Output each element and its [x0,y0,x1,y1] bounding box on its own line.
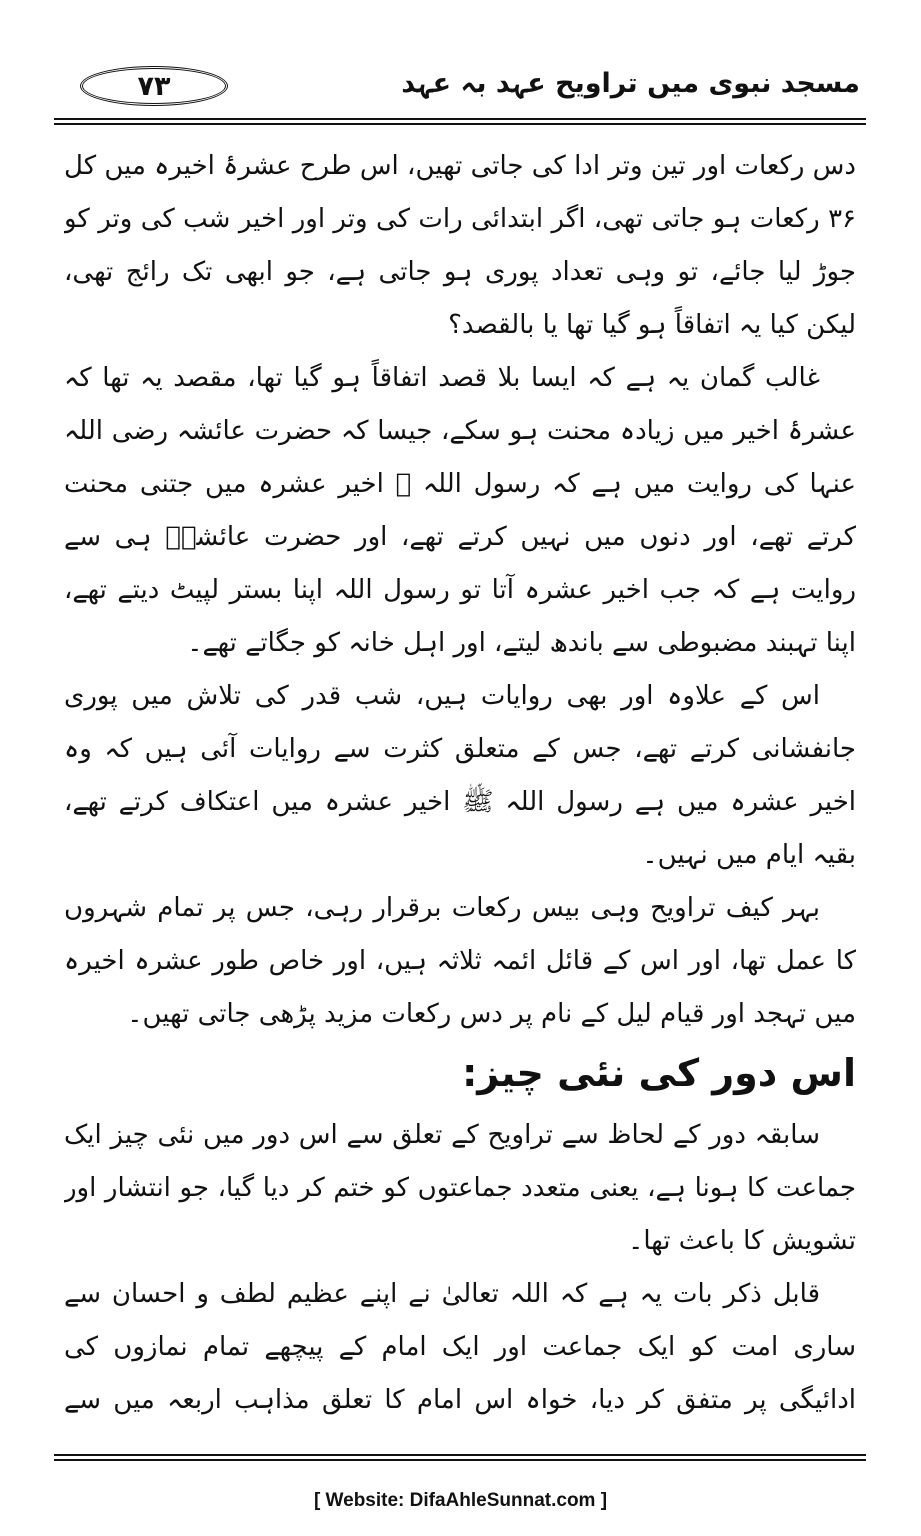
paragraph: قابل ذکر بات یہ ہے کہ اللہ تعالیٰ نے اپنے عظیم لطف و احسان سے ساری امت کو ایک جماعت اور ایک امام کے پیچھے تمام نمازوں کی ادائیگی پر متفق کر دیا، خواہ اس امام کا تعلق مذاہب اربعہ میں سے [64,1279,856,1415]
header-rule [54,118,866,125]
page-header [60,62,860,122]
footer-rule [54,1454,866,1461]
website-footer: [ Website: DifaAhleSunnat.com ] [313,1490,608,1511]
paragraph: دس رکعات اور تین وتر ادا کی جاتی تھیں، اس طرح عشرۂ اخیرہ میں کل ۳۶ رکعات ہو جاتی تھی، اگر ابتدائی رات کی وتر اور اخیر شب کی وتر کو جوڑ لیا جائے، تو وہی تعداد پوری ہو جاتی ہے، جو ابھی تک رائج تھی، لیکن کیا یہ اتفاقاً ہو گیا تھا یا بالقصد؟ [64,151,856,340]
paragraph: غالب گمان یہ ہے کہ ایسا بلا قصد اتفاقاً ہو گیا تھا، مقصد یہ تھا کہ عشرۂ اخیر میں زیادہ محنت ہو سکے، جیسا کہ حضرت عائشہ رضی اللہ عنہا کی روایت میں ہے کہ رسول اللہ ﷺ اخیر عشرہ میں جتنی محنت کرتے تھے، اور دنوں میں نہیں کرتے تھے، اور حضرت عائشہؓ ہی سے روایت ہے کہ جب اخیر عشرہ آتا تو رسول اللہ اپنا بستر لپیٹ دیتے تھے، اپنا تہبند مضبوطی سے باندھ لیتے، اور اہل خانہ کو جگاتے تھے۔ [64,363,856,658]
paragraph: سابقہ دور کے لحاظ سے تراویح کے تعلق سے اس دور میں نئی چیز ایک جماعت کا ہونا ہے، یعنی متعدد جماعتوں کو ختم کر دیا گیا، جو انتشار اور تشویش کا باعث تھا۔ [64,1120,856,1256]
page-body [64,140,856,1430]
section-heading: اس دور کی نئی چیز: [462,1051,856,1095]
running-title: مسجد نبوی میں تراویح عہد بہ عہد [401,68,860,99]
page-number-badge: ۷۳ [80,66,228,106]
paragraph: اس کے علاوہ اور بھی روایات ہیں، شب قدر کی تلاش میں پوری جانفشانی کرتے تھے، جس کے متعلق کثرت سے روایات آئی ہیں کہ وہ اخیر عشرہ میں ہے رسول اللہ ﷺ اخیر عشرہ میں اعتکاف کرتے تھے، بقیہ ایام میں نہیں۔ [64,681,856,870]
paragraph: بہر کیف تراویح وہی بیس رکعات برقرار رہی، جس پر تمام شہروں کا عمل تھا، اور اس کے قائل ائمہ ثلاثہ ہیں، اور خاص طور عشرہ اخیرہ میں تہجد اور قیام لیل کے نام پر دس رکعات مزید پڑھی جاتی تھیں۔ [64,893,856,1029]
